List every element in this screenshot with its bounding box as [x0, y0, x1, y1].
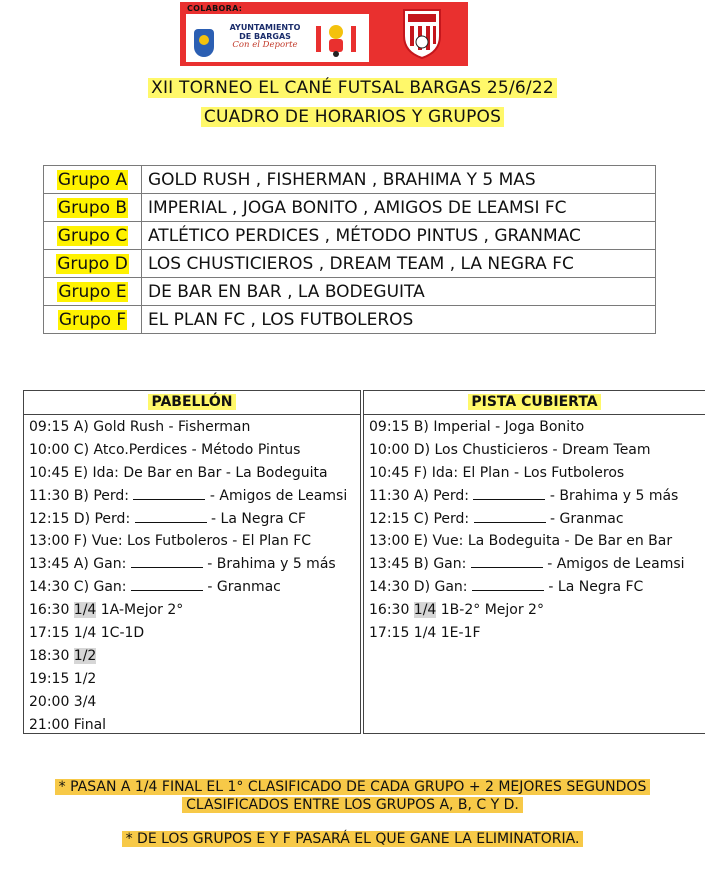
- schedule-text: 1/2: [73, 647, 97, 664]
- group-name: Grupo C: [57, 225, 128, 246]
- club-crest-icon: [400, 6, 444, 60]
- schedule-text: 14:30 D) Gan:: [369, 579, 472, 596]
- tournament-title-text: XII TORNEO EL CANÉ FUTSAL BARGAS 25/6/22: [148, 78, 557, 98]
- schedule-row: [29, 416, 360, 439]
- schedule-text: 13:45 A) Gan:: [29, 556, 131, 573]
- schedule-row: [369, 439, 705, 462]
- schedule-text: 20:00 3/4: [29, 693, 97, 710]
- schedule-row: [369, 530, 705, 553]
- group-name: Grupo D: [57, 253, 128, 274]
- schedule-row: [29, 714, 360, 737]
- sponsor-banner: [180, 2, 468, 66]
- team-blank-line: [472, 578, 544, 591]
- schedule-text: - La Negra CF: [206, 510, 306, 527]
- schedule-row: [29, 622, 360, 645]
- schedule-row: [29, 645, 360, 668]
- table-row: [44, 278, 656, 306]
- team-blank-line: [131, 578, 203, 591]
- schedule-text: 12:15 C) Perd:: [369, 510, 474, 527]
- table-row: [44, 166, 656, 194]
- schedule-text: 1A-Mejor 2°: [96, 602, 184, 619]
- schedule-text: - Brahima y 5 más: [545, 487, 679, 504]
- qualification-note: [0, 778, 705, 814]
- schedule-text: 10:45 E) Ida: De Bar en Bar - La Bodeguita: [29, 464, 328, 481]
- schedule-text: 11:30 A) Perd:: [369, 487, 474, 504]
- group-name-cell: [44, 278, 142, 306]
- schedule-row: [369, 622, 705, 645]
- schedule-row: [369, 576, 705, 599]
- schedule-text: 19:15 1/2: [29, 670, 97, 687]
- schedule-row: [29, 485, 360, 508]
- schedule-row: [29, 668, 360, 691]
- pista-schedule: [363, 390, 705, 734]
- schedule-text: 10:45 F) Ida: El Plan - Los Futboleros: [369, 464, 625, 481]
- pabellon-header-text: PABELLÓN: [148, 394, 235, 410]
- schedule-text: 17:15 1/4 1E-1F: [369, 625, 481, 642]
- schedule-text: 14:30 C) Gan:: [29, 579, 131, 596]
- schedule-row: [369, 485, 705, 508]
- ayuntamiento-tagline: Con el Deporte: [232, 40, 298, 50]
- group-name-cell: [44, 166, 142, 194]
- group-name: Grupo F: [58, 309, 127, 330]
- team-blank-line: [135, 510, 207, 523]
- pista-header-text: PISTA CUBIERTA: [468, 394, 600, 410]
- schedule-text: 13:45 B) Gan:: [369, 556, 471, 573]
- pabellon-rows: [24, 415, 360, 736]
- pabellon-schedule: [23, 390, 361, 734]
- schedule-row: [29, 599, 360, 622]
- schedule-text: 1B-2° Mejor 2°: [436, 602, 544, 619]
- schedule-text: 10:00 C) Atco.Perdices - Método Pintus: [29, 441, 301, 458]
- schedule-subtitle-text: CUADRO DE HORARIOS Y GRUPOS: [201, 107, 504, 127]
- schedule-row: [369, 416, 705, 439]
- schedule-row: [29, 576, 360, 599]
- schedule-text: - Amigos de Leamsi: [205, 487, 348, 504]
- schedule-text: 11:30 B) Perd:: [29, 487, 134, 504]
- schedule-text: 13:00 E) Vue: La Bodeguita - De Bar en Bar: [369, 533, 673, 550]
- schedule-text: 09:15 A) Gold Rush - Fisherman: [29, 419, 251, 435]
- schedule-text: - Amigos de Leamsi: [542, 556, 685, 573]
- group-name-cell: [44, 250, 142, 278]
- group-name: Grupo A: [57, 169, 128, 190]
- team-blank-line: [131, 555, 203, 568]
- playoff-note-text: * DE LOS GRUPOS E Y F PASARÁ EL QUE GANE LA ELIMINATORIA.: [122, 831, 584, 847]
- table-row: [44, 222, 656, 250]
- group-name-cell: [44, 306, 142, 334]
- qualification-note-line2: CLASIFICADOS ENTRE LOS GRUPOS A, B, C Y D.: [182, 797, 523, 813]
- schedule-text: 21:00 Final: [29, 716, 107, 733]
- group-teams: ATLÉTICO PERDICES , MÉTODO PINTUS , GRANMAC: [142, 222, 656, 250]
- schedule-text: - La Negra FC: [543, 579, 644, 596]
- schedule-row: [369, 599, 705, 622]
- group-teams: DE BAR EN BAR , LA BODEGUITA: [142, 278, 656, 306]
- groups-table: [43, 165, 656, 334]
- table-row: [44, 306, 656, 334]
- group-teams: EL PLAN FC , LOS FUTBOLEROS: [142, 306, 656, 334]
- table-row: [44, 194, 656, 222]
- pista-rows: [364, 415, 705, 645]
- schedule-text: 16:30: [29, 602, 74, 619]
- schedule-row: [29, 462, 360, 485]
- schedule-text: 1/4: [413, 602, 437, 619]
- group-name: Grupo B: [57, 197, 128, 218]
- group-teams: GOLD RUSH , FISHERMAN , BRAHIMA Y 5 MAS: [142, 166, 656, 194]
- ayuntamiento-logo: [220, 23, 310, 50]
- schedule-row: [29, 439, 360, 462]
- team-blank-line: [133, 487, 205, 500]
- schedule-subtitle: [0, 107, 705, 127]
- schedule-text: 09:15 B) Imperial - Joga Bonito: [369, 419, 585, 435]
- schedule-row: [29, 508, 360, 531]
- schedule-text: 1/4: [73, 602, 97, 619]
- schedule-text: Los Futboleros - El Plan FC: [127, 533, 312, 550]
- schedule-text: - Granmac: [202, 579, 281, 596]
- group-name: Grupo E: [58, 281, 127, 302]
- table-row: [44, 250, 656, 278]
- group-teams: LOS CHUSTICIEROS , DREAM TEAM , LA NEGRA FC: [142, 250, 656, 278]
- schedule-text: 13:00 F) Vue:: [29, 533, 128, 550]
- schedule-row: [369, 508, 705, 531]
- schedule-text: 16:30: [369, 602, 414, 619]
- ayuntamiento-line2: DE BARGAS: [239, 32, 291, 41]
- schedule-text: - Granmac: [545, 510, 624, 527]
- mascot-logo-icon: [314, 20, 358, 58]
- schedule-text: 10:00 D) Los Chusticieros - Dream Team: [369, 441, 651, 458]
- schedule-row: [29, 691, 360, 714]
- playoff-note: [0, 830, 705, 848]
- pabellon-header: [24, 391, 360, 415]
- qualification-note-line1: * PASAN A 1/4 FINAL EL 1° CLASIFICADO DE CADA GRUPO + 2 MEJORES SEGUNDOS: [55, 779, 651, 795]
- sponsor-panel: [186, 14, 369, 62]
- schedule-text: - Brahima y 5 más: [202, 556, 336, 573]
- group-name-cell: [44, 222, 142, 250]
- group-name-cell: [44, 194, 142, 222]
- schedule-text: 18:30: [29, 647, 74, 664]
- schedule-row: [29, 553, 360, 576]
- tournament-title: [0, 78, 705, 98]
- group-teams: IMPERIAL , JOGA BONITO , AMIGOS DE LEAMSI FC: [142, 194, 656, 222]
- town-seal-icon: [194, 29, 214, 57]
- team-blank-line: [471, 555, 543, 568]
- colabora-label: COLABORA:: [187, 4, 243, 13]
- schedule-row: [29, 530, 360, 553]
- schedule-row: [369, 462, 705, 485]
- team-blank-line: [474, 510, 546, 523]
- schedule-text: 17:15 1/4 1C-1D: [29, 625, 145, 642]
- schedule-row: [369, 553, 705, 576]
- ayuntamiento-line1: AYUNTAMIENTO: [229, 23, 301, 32]
- pista-header: [364, 391, 705, 415]
- team-blank-line: [473, 487, 545, 500]
- schedule-text: 12:15 D) Perd:: [29, 510, 135, 527]
